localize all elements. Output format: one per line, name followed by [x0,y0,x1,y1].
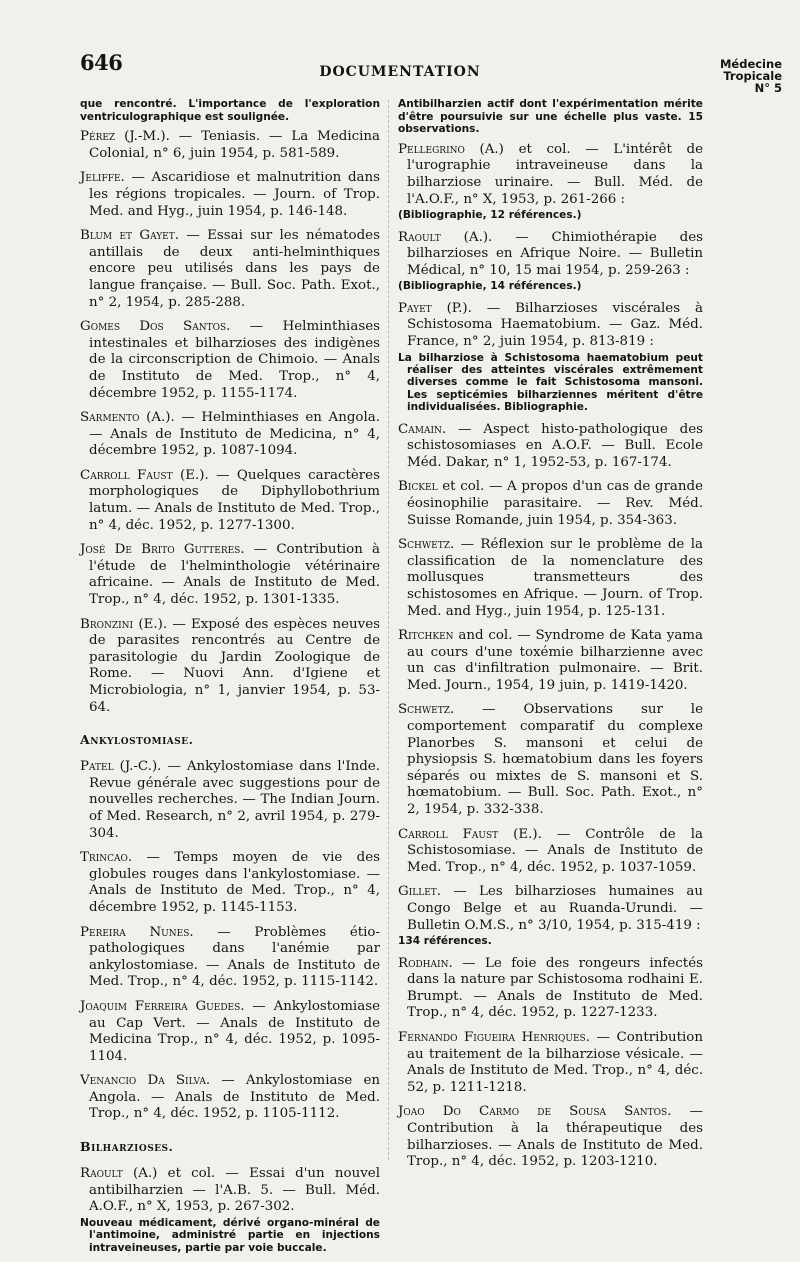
entry-author: Bickel [398,479,438,495]
entry-note: Nouveau médicament, dérivé organo-minéral de l'antimoine, administré partie en injections intraveineuses, partie par voie buccale. [80,1216,380,1254]
entry-author: Gillet. [398,884,442,900]
reference-entry [80,468,380,534]
journal-line-2: Tropicale [723,69,782,83]
reference-entry [398,142,703,222]
entry-author: Venancio Da Silva. [80,1073,211,1089]
continuation-text: Antibilharzien actif dont l'expérimentation mérite d'être poursuivie sur une échelle plus vaste. 15 observations. [398,98,703,136]
entry-author: Joaquim Ferreira Guedes. [80,998,245,1014]
right-column [398,98,703,1179]
reference-entry [398,479,703,529]
entry-note: (Bibliographie, 14 références.) [398,280,582,293]
entry-note: (Bibliographie, 12 références.) [398,209,582,222]
entry-text: and col. — Syndrome de Kata yama au cours d'une toxémie bilharzienne avec un cas d'infiltration pulmonaire. — Brit. Med. Journ., 1954, 19 juin, p. 1419-1420. [407,628,703,693]
entry-author: Bronzini (E.). [80,616,168,632]
reference-entry [80,129,380,162]
entry-author: Schwetz. [398,702,455,718]
entry-text: et col. — A propos d'un cas de grande éosinophilie parasitaire. — Rev. Méd. Suisse Romande, juin 1954, p. 354-363. [407,479,703,528]
entry-author: Joao Do Carmo de Sousa Santos. [398,1104,672,1120]
entry-text: — Quelques caractères morphologiques de Diphyllobothrium latum. — Anals de Instituto de Med. Trop., n° 4, déc. 1952, p. 1277-1300. [89,467,380,533]
entry-list-helminthiases [80,129,380,716]
entry-text: — Temps moyen de vie des globules rouges dans l'ankylostomiase. — Anals de Instituto de Med. Trop., n° 4, décembre 1952, p. 1145-1153. [89,850,380,915]
reference-entry [80,170,380,220]
reference-entry [80,1166,380,1254]
entry-text: — Les bilharzioses humaines au Congo Belge et au Ruanda-Urundi. — Bulletin O.M.S., n° 3/10, 1954, p. 315-419 : [407,884,703,933]
entry-text: — Contribution à l'étude de l'helminthologie vétérinaire africaine. — Anals de Instituto de Med. Trop., n° 4, déc. 1952, p. 1301-1335. [89,542,380,608]
entry-text: — Aspect histo-pathologique des schistosomiases en A.O.F. — Bull. Ecole Méd. Dakar, n° 1, 1952-53, p. 167-174. [407,421,703,470]
entry-author: Blum et Gayet. [80,228,180,244]
entry-text: — Contrôle de la Schistosomiase. — Anals de Instituto de Med. Trop., n° 4, déc. 1952, p. 1037-1059. [407,826,703,875]
entry-text: — Contribution au traitement de la bilharziose vésicale. — Anals de Instituto de Med. Trop., n° 4, déc. 52, p. 1211-1218. [407,1029,703,1095]
journal-line-1: Médecine [719,57,782,71]
entry-author: José De Brito Gutteres. [80,542,245,558]
entry-list-ankylostomiase [80,759,380,1123]
entry-text: — Ascaridiose et malnutrition dans les régions tropicales. — Journ. of Trop. Med. and Hyg., juin 1954, p. 146-148. [89,170,380,219]
entry-text: — Ankylostomiase en Angola. — Anals de Instituto de Med. Trop., n° 4, déc. 1952, p. 1105-1112. [89,1073,381,1122]
entry-text: — Ankylostomiase dans l'Inde. Revue générale avec suggestions pour de nouvelles recherches. — The Indian Journ. of Med. Research, n° 2, avril 1954, p. 279-304. [89,759,380,841]
entry-author: Rodhain. [398,955,453,971]
entry-text: — Ankylostomiase au Cap Vert. — Anals de Instituto de Medicina Trop., n° 4, déc. 1952, p. 1095-1104. [89,998,380,1064]
reference-entry [80,850,380,916]
entry-text: — Exposé des espèces neuves de parasites rencontrés au Centre de parasitologie du Jardin Zoologique de Rome. — Nuovi Ann. d'Igiene et Microbiologia, n° 1, janvier 1954, p. 53-64. [89,616,381,715]
entry-text: — Teniasis. — La Medicina Colonial, n° 6, juin 1954, p. 581-589. [89,129,381,161]
reference-entry [80,542,380,608]
left-column [80,98,380,1262]
entry-author: Camain. [398,421,447,437]
entry-text: — Essai sur les nématodes antillais de deux anti-helminthiques encore peu utilisés dans les pays de langue française. — Bull. Soc. Path. Exot., n° 2, 1954, p. 285-288. [89,228,380,310]
journal-mark [720,58,782,94]
entry-text: et col. — L'intérêt de l'urographie intraveineuse dans la bilharziose urinaire. — Bull. Méd. de l'A.O.F., n° X, 1953, p. 261-266 : [407,141,703,207]
reference-entry [398,827,703,877]
entry-text: — Helminthiases intestinales et bilharzioses des indigènes de la circonscription de Chimoio. — Anals de Instituto de Med. Trop., n° 4, décembre 1952, p. 1155-1174. [89,319,380,401]
entry-note: 134 références. [398,935,492,948]
reference-entry [80,410,380,460]
reference-entry [398,1030,703,1096]
entry-list-bilharzioses [80,1166,380,1254]
entry-text: — Helminthiases en Angola. — Anals de Instituto de Medicina, n° 4, décembre 1952, p. 1087-1094. [89,410,380,459]
entry-author: Pérez (J.-M.). [80,129,170,145]
reference-entry [398,537,703,620]
entry-text: — Problèmes étio-pathologiques dans l'anémie par ankylostomiase. — Anals de Instituto de Med. Trop., n° 4, déc. 1952, p. 1115-1142. [89,924,380,990]
reference-entry [80,759,380,842]
reference-entry [398,1104,703,1170]
entry-author: Carroll Faust (E.). [398,826,542,842]
reference-entry [80,999,380,1065]
entry-text: — Bilharzioses viscérales à Schistosoma Haematobium. — Gaz. Méd. France, n° 2, juin 1954, p. 813-819 : [407,300,703,349]
reference-entry [398,301,703,414]
reference-entry [80,228,380,311]
reference-entry [398,422,703,472]
reference-entry [398,628,703,694]
entry-text: — Observations sur le comportement comparatif du complexe Planorbes S. mansoni et celui de physiopsis S. hœmatobium dans les foyers séparés ou mixtes de S. mansoni et S. hœmatobium. — Bull. Soc. Path. Exot., n° 2, 1954, p. 332-338. [407,702,703,818]
entry-text: — Contribution à la thérapeutique des bilharzioses. — Anals de Instituto de Med. Trop., n° 4, déc. 1952, p. 1203-1210. [407,1104,703,1170]
section-heading-ankylostomiase: Ankylostomiase. [80,732,194,748]
continuation-text: que rencontré. L'importance de l'exploration ventriculographique est soulignée. [80,98,380,123]
entry-author: Raoult (A.). [398,229,493,245]
entry-author: Jeliffe. [80,170,125,186]
entry-author: Pellegrino (A.) [398,141,504,157]
entry-author: Gomes Dos Santos. [80,319,231,335]
entry-text: — Réflexion sur le problème de la classification de la nomenclature des mollusques transmetteurs des schistosomes en Afrique. — Journ. of Trop. Med. and Hyg., juin 1954, p. 125-131. [407,537,703,619]
entry-note: La bilharziose à Schistosoma haematobium peut réaliser des atteintes viscérales extrêmement diverses comme le fait Schistosoma mansoni. Les septicémies bilharziennes méritent d'être individualisées. Bibliographie. [398,351,703,414]
entry-author: Carroll Faust (E.). [80,467,209,483]
entry-author: Ritchken [398,628,454,644]
entry-author: Schwetz. [398,537,455,553]
reference-entry [398,230,703,293]
reference-entry [80,1073,380,1123]
entry-author: Patel (J.-C.). [80,759,162,775]
reference-entry [80,617,380,717]
entry-author: Pereira Nunes. [80,924,194,940]
reference-entry [398,702,703,818]
reference-entry [398,884,703,947]
reference-entry [80,925,380,991]
page-header [0,0,800,100]
section-heading-bilharzioses: Bilharzioses. [80,1139,174,1155]
running-title: DOCUMENTATION [319,64,481,80]
entry-text: — Chimiothérapie des bilharzioses en Afrique Noire. — Bulletin Médical, n° 10, 15 mai 1954, p. 259-263 : [407,229,703,278]
entry-author: Sarmento (A.). [80,410,175,426]
entry-text: — Le foie des rongeurs infectés dans la nature par Schistosoma rodhaini E. Brumpt. — Anals de Instituto de Med. Trop., n° 4, déc. 1952, p. 1227-1233. [407,955,703,1021]
entry-author: Fernando Figueira Henriques. [398,1029,590,1045]
page-number: 646 [80,50,123,75]
entry-text: et col. — Essai d'un nouvel antibilharzien — l'A.B. 5. — Bull. Méd. A.O.F., n° X, 1953, p. 267-302. [89,1166,380,1215]
journal-line-3: N° 5 [754,81,782,95]
reference-entry [80,319,380,402]
entry-author: Raoult (A.) [80,1166,158,1182]
entry-author: Trincao. [80,850,133,866]
column-divider [388,100,389,1160]
entry-author: Payet (P.). [398,300,472,316]
reference-entry [398,956,703,1022]
